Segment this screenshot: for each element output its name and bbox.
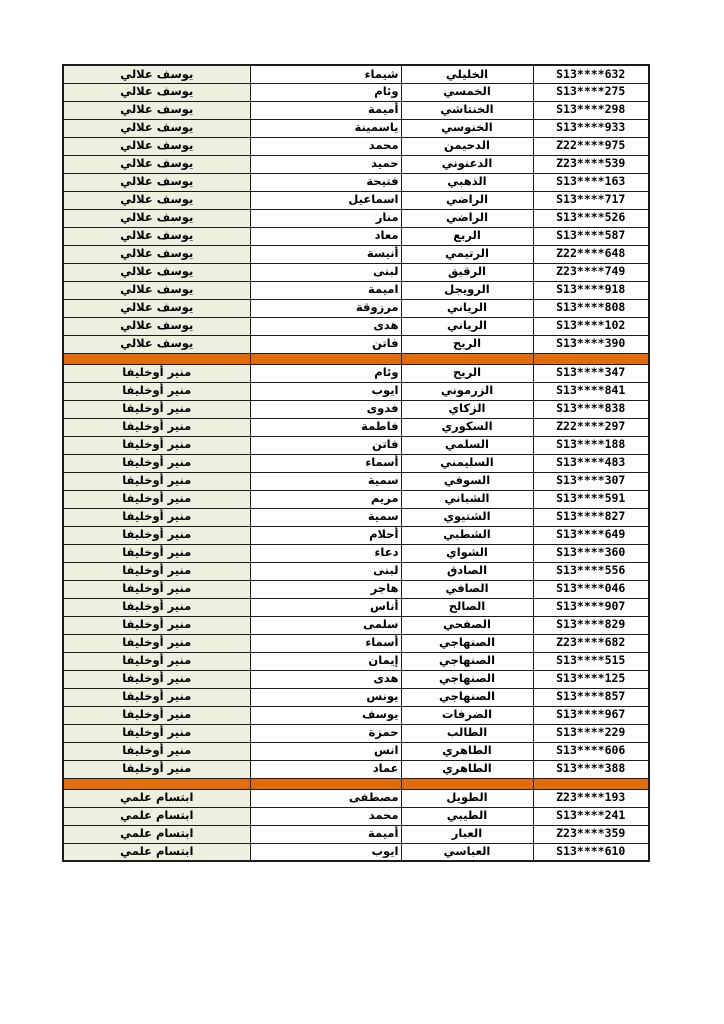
family-name-cell: الرقيق xyxy=(401,263,533,281)
student-id-cell: S13****649 xyxy=(533,526,649,544)
student-id-cell: S13****587 xyxy=(533,227,649,245)
student-id-cell: S13****102 xyxy=(533,317,649,335)
family-name-cell: الصفحي xyxy=(401,616,533,634)
first-name-cell: فاطمة xyxy=(250,418,401,436)
supervisor-cell: منير أوخليفا xyxy=(63,454,250,472)
table-row xyxy=(63,580,649,598)
first-name-cell: سمية xyxy=(250,472,401,490)
first-name-cell: اسماعيل xyxy=(250,191,401,209)
family-name-cell: الصالح xyxy=(401,598,533,616)
supervisor-cell: منير أوخليفا xyxy=(63,436,250,454)
first-name-cell: حمزة xyxy=(250,724,401,742)
table-row xyxy=(63,173,649,191)
student-id-cell: S13****606 xyxy=(533,742,649,760)
table-row xyxy=(63,281,649,299)
first-name-cell: انس xyxy=(250,742,401,760)
family-name-cell: الرياني xyxy=(401,299,533,317)
family-name-cell: الربع xyxy=(401,227,533,245)
separator-cell xyxy=(401,778,533,789)
table-row xyxy=(63,155,649,173)
family-name-cell: الراضي xyxy=(401,191,533,209)
table-row xyxy=(63,843,649,861)
supervisor-cell: منير أوخليفا xyxy=(63,400,250,418)
student-id-cell: S13****515 xyxy=(533,652,649,670)
student-id-cell: S13****829 xyxy=(533,616,649,634)
supervisor-cell: منير أوخليفا xyxy=(63,670,250,688)
table-row xyxy=(63,454,649,472)
table-row xyxy=(63,760,649,778)
first-name-cell: أسماء xyxy=(250,454,401,472)
table-row xyxy=(63,382,649,400)
table-row xyxy=(63,562,649,580)
table-row xyxy=(63,418,649,436)
first-name-cell: يوسف xyxy=(250,706,401,724)
student-id-cell: S13****632 xyxy=(533,65,649,83)
first-name-cell: أسماء xyxy=(250,634,401,652)
first-name-cell: إيمان xyxy=(250,652,401,670)
student-id-cell: S13****307 xyxy=(533,472,649,490)
first-name-cell: حميد xyxy=(250,155,401,173)
first-name-cell: أناس xyxy=(250,598,401,616)
first-name-cell: هاجر xyxy=(250,580,401,598)
supervisor-cell: منير أوخليفا xyxy=(63,490,250,508)
first-name-cell: ياسمينة xyxy=(250,119,401,137)
family-name-cell: السلمي xyxy=(401,436,533,454)
student-id-cell: S13****483 xyxy=(533,454,649,472)
first-name-cell: مرزوقة xyxy=(250,299,401,317)
table-row xyxy=(63,634,649,652)
student-id-cell: S13****241 xyxy=(533,807,649,825)
supervisor-cell: يوسف علالي xyxy=(63,209,250,227)
supervisor-cell: منير أوخليفا xyxy=(63,616,250,634)
separator-cell xyxy=(63,353,250,364)
student-id-cell: S13****298 xyxy=(533,101,649,119)
first-name-cell: أميمة xyxy=(250,825,401,843)
student-id-cell: S13****918 xyxy=(533,281,649,299)
student-id-cell: S13****188 xyxy=(533,436,649,454)
family-name-cell: الريح xyxy=(401,364,533,382)
student-id-cell: S13****808 xyxy=(533,299,649,317)
student-id-cell: S13****229 xyxy=(533,724,649,742)
table-row xyxy=(63,526,649,544)
family-name-cell: الصنهاجي xyxy=(401,670,533,688)
supervisor-cell: يوسف علالي xyxy=(63,173,250,191)
student-id-cell: Z23****193 xyxy=(533,789,649,807)
supervisor-cell: منير أوخليفا xyxy=(63,508,250,526)
student-id-cell: Z22****975 xyxy=(533,137,649,155)
table-row xyxy=(63,472,649,490)
family-name-cell: الصادق xyxy=(401,562,533,580)
family-name-cell: الخليلي xyxy=(401,65,533,83)
family-name-cell: الطالب xyxy=(401,724,533,742)
supervisor-cell: منير أوخليفا xyxy=(63,382,250,400)
first-name-cell: يونس xyxy=(250,688,401,706)
separator-cell xyxy=(533,778,649,789)
first-name-cell: ايوب xyxy=(250,382,401,400)
family-name-cell: الدحيمن xyxy=(401,137,533,155)
table-row xyxy=(63,227,649,245)
separator-cell xyxy=(533,353,649,364)
table-row xyxy=(63,544,649,562)
table-row xyxy=(63,807,649,825)
supervisor-cell: منير أوخليفا xyxy=(63,760,250,778)
family-name-cell: الرياني xyxy=(401,317,533,335)
student-id-cell: S13****556 xyxy=(533,562,649,580)
student-id-cell: S13****717 xyxy=(533,191,649,209)
student-id-cell: S13****275 xyxy=(533,83,649,101)
student-id-cell: S13****125 xyxy=(533,670,649,688)
family-name-cell: الطويل xyxy=(401,789,533,807)
first-name-cell: محمد xyxy=(250,137,401,155)
supervisor-cell: يوسف علالي xyxy=(63,317,250,335)
supervisor-cell: منير أوخليفا xyxy=(63,742,250,760)
first-name-cell: معاد xyxy=(250,227,401,245)
family-name-cell: الدعنوني xyxy=(401,155,533,173)
student-id-cell: S13****360 xyxy=(533,544,649,562)
supervisor-cell: يوسف علالي xyxy=(63,101,250,119)
supervisor-cell: ابتسام علمي xyxy=(63,825,250,843)
supervisor-cell: منير أوخليفا xyxy=(63,724,250,742)
student-id-cell: Z23****539 xyxy=(533,155,649,173)
student-id-cell: S13****907 xyxy=(533,598,649,616)
table-row xyxy=(63,364,649,382)
first-name-cell: سلمى xyxy=(250,616,401,634)
supervisor-cell: منير أوخليفا xyxy=(63,580,250,598)
first-name-cell: هدى xyxy=(250,670,401,688)
student-id-cell: S13****967 xyxy=(533,706,649,724)
supervisor-cell: يوسف علالي xyxy=(63,65,250,83)
supervisor-cell: ابتسام علمي xyxy=(63,807,250,825)
student-id-cell: S13****591 xyxy=(533,490,649,508)
first-name-cell: سمية xyxy=(250,508,401,526)
family-name-cell: العباسي xyxy=(401,843,533,861)
first-name-cell: فتيحة xyxy=(250,173,401,191)
separator-cell xyxy=(250,353,401,364)
student-id-cell: Z22****297 xyxy=(533,418,649,436)
first-name-cell: وئام xyxy=(250,364,401,382)
supervisor-cell: يوسف علالي xyxy=(63,335,250,353)
table-row xyxy=(63,209,649,227)
supervisor-cell: يوسف علالي xyxy=(63,83,250,101)
first-name-cell: أميمة xyxy=(250,101,401,119)
table-row xyxy=(63,490,649,508)
first-name-cell: ايوب xyxy=(250,843,401,861)
first-name-cell: وئام xyxy=(250,83,401,101)
table-row xyxy=(63,119,649,137)
student-id-cell: S13****610 xyxy=(533,843,649,861)
table-row xyxy=(63,825,649,843)
supervisor-cell: ابتسام علمي xyxy=(63,789,250,807)
family-name-cell: الشطبي xyxy=(401,526,533,544)
first-name-cell: لبنى xyxy=(250,562,401,580)
table-row xyxy=(63,263,649,281)
student-id-cell: S13****390 xyxy=(533,335,649,353)
student-id-cell: Z23****749 xyxy=(533,263,649,281)
first-name-cell: فاتن xyxy=(250,335,401,353)
supervisor-cell: يوسف علالي xyxy=(63,191,250,209)
separator-cell xyxy=(250,778,401,789)
table-row xyxy=(63,299,649,317)
student-id-cell: Z23****359 xyxy=(533,825,649,843)
first-name-cell: مريم xyxy=(250,490,401,508)
first-name-cell: دعاء xyxy=(250,544,401,562)
family-name-cell: الراضي xyxy=(401,209,533,227)
family-name-cell: الزرموني xyxy=(401,382,533,400)
supervisor-cell: منير أوخليفا xyxy=(63,634,250,652)
student-id-cell: S13****388 xyxy=(533,760,649,778)
family-name-cell: الخنتاشي xyxy=(401,101,533,119)
family-name-cell: الشباني xyxy=(401,490,533,508)
first-name-cell: هدى xyxy=(250,317,401,335)
table-row xyxy=(63,335,649,353)
table-row xyxy=(63,616,649,634)
first-name-cell: أنيسة xyxy=(250,245,401,263)
family-name-cell: السليمني xyxy=(401,454,533,472)
table-row xyxy=(63,508,649,526)
supervisor-cell: منير أوخليفا xyxy=(63,544,250,562)
family-name-cell: الصنهاجي xyxy=(401,634,533,652)
family-name-cell: الخنوسي xyxy=(401,119,533,137)
table-row xyxy=(63,742,649,760)
section-separator-row xyxy=(63,353,649,364)
student-id-cell: S13****841 xyxy=(533,382,649,400)
table-row xyxy=(63,724,649,742)
table-row xyxy=(63,598,649,616)
table-row xyxy=(63,436,649,454)
family-name-cell: الطيبي xyxy=(401,807,533,825)
family-name-cell: الزكاي xyxy=(401,400,533,418)
first-name-cell: محمد xyxy=(250,807,401,825)
family-name-cell: الرويجل xyxy=(401,281,533,299)
first-name-cell: شيماء xyxy=(250,65,401,83)
supervisor-cell: منير أوخليفا xyxy=(63,598,250,616)
supervisor-cell: ابتسام علمي xyxy=(63,843,250,861)
family-name-cell: الخمسي xyxy=(401,83,533,101)
separator-cell xyxy=(63,778,250,789)
supervisor-cell: منير أوخليفا xyxy=(63,364,250,382)
student-id-cell: Z22****648 xyxy=(533,245,649,263)
student-id-cell: S13****163 xyxy=(533,173,649,191)
family-name-cell: الرتيمي xyxy=(401,245,533,263)
table-row xyxy=(63,65,649,83)
student-id-cell: Z23****682 xyxy=(533,634,649,652)
first-name-cell: منار xyxy=(250,209,401,227)
supervisor-cell: منير أوخليفا xyxy=(63,688,250,706)
family-name-cell: الذهبي xyxy=(401,173,533,191)
first-name-cell: لبنى xyxy=(250,263,401,281)
table-row xyxy=(63,137,649,155)
supervisor-cell: منير أوخليفا xyxy=(63,472,250,490)
supervisor-cell: يوسف علالي xyxy=(63,245,250,263)
family-name-cell: الصنهاجي xyxy=(401,652,533,670)
first-name-cell: أحلام xyxy=(250,526,401,544)
family-name-cell: الصافي xyxy=(401,580,533,598)
family-name-cell: السوفي xyxy=(401,472,533,490)
supervisor-cell: يوسف علالي xyxy=(63,263,250,281)
family-name-cell: الطاهري xyxy=(401,742,533,760)
student-id-cell: S13****933 xyxy=(533,119,649,137)
first-name-cell: فدوى xyxy=(250,400,401,418)
family-name-cell: الريح xyxy=(401,335,533,353)
student-id-cell: S13****827 xyxy=(533,508,649,526)
student-id-cell: S13****347 xyxy=(533,364,649,382)
first-name-cell: اميمة xyxy=(250,281,401,299)
supervisor-cell: يوسف علالي xyxy=(63,119,250,137)
table-row xyxy=(63,400,649,418)
table-row xyxy=(63,789,649,807)
first-name-cell: مصطفى xyxy=(250,789,401,807)
table-row xyxy=(63,245,649,263)
table-row xyxy=(63,101,649,119)
section-separator-row xyxy=(63,778,649,789)
table-row xyxy=(63,706,649,724)
roster-table xyxy=(62,64,650,862)
family-name-cell: العبار xyxy=(401,825,533,843)
supervisor-cell: يوسف علالي xyxy=(63,137,250,155)
supervisor-cell: منير أوخليفا xyxy=(63,706,250,724)
student-id-cell: S13****857 xyxy=(533,688,649,706)
supervisor-cell: منير أوخليفا xyxy=(63,526,250,544)
family-name-cell: الشتيوي xyxy=(401,508,533,526)
table-row xyxy=(63,670,649,688)
supervisor-cell: يوسف علالي xyxy=(63,155,250,173)
roster-body xyxy=(63,65,649,861)
table-row xyxy=(63,191,649,209)
family-name-cell: الضرفات xyxy=(401,706,533,724)
table-row xyxy=(63,317,649,335)
student-id-cell: S13****526 xyxy=(533,209,649,227)
family-name-cell: الشواي xyxy=(401,544,533,562)
family-name-cell: الصنهاجي xyxy=(401,688,533,706)
first-name-cell: عماد xyxy=(250,760,401,778)
first-name-cell: فاتن xyxy=(250,436,401,454)
supervisor-cell: يوسف علالي xyxy=(63,281,250,299)
table-row xyxy=(63,652,649,670)
family-name-cell: الطاهري xyxy=(401,760,533,778)
family-name-cell: السكوري xyxy=(401,418,533,436)
student-id-cell: S13****838 xyxy=(533,400,649,418)
table-row xyxy=(63,83,649,101)
supervisor-cell: يوسف علالي xyxy=(63,227,250,245)
student-id-cell: S13****046 xyxy=(533,580,649,598)
supervisor-cell: منير أوخليفا xyxy=(63,652,250,670)
supervisor-cell: منير أوخليفا xyxy=(63,418,250,436)
separator-cell xyxy=(401,353,533,364)
supervisor-cell: يوسف علالي xyxy=(63,299,250,317)
table-row xyxy=(63,688,649,706)
supervisor-cell: منير أوخليفا xyxy=(63,562,250,580)
